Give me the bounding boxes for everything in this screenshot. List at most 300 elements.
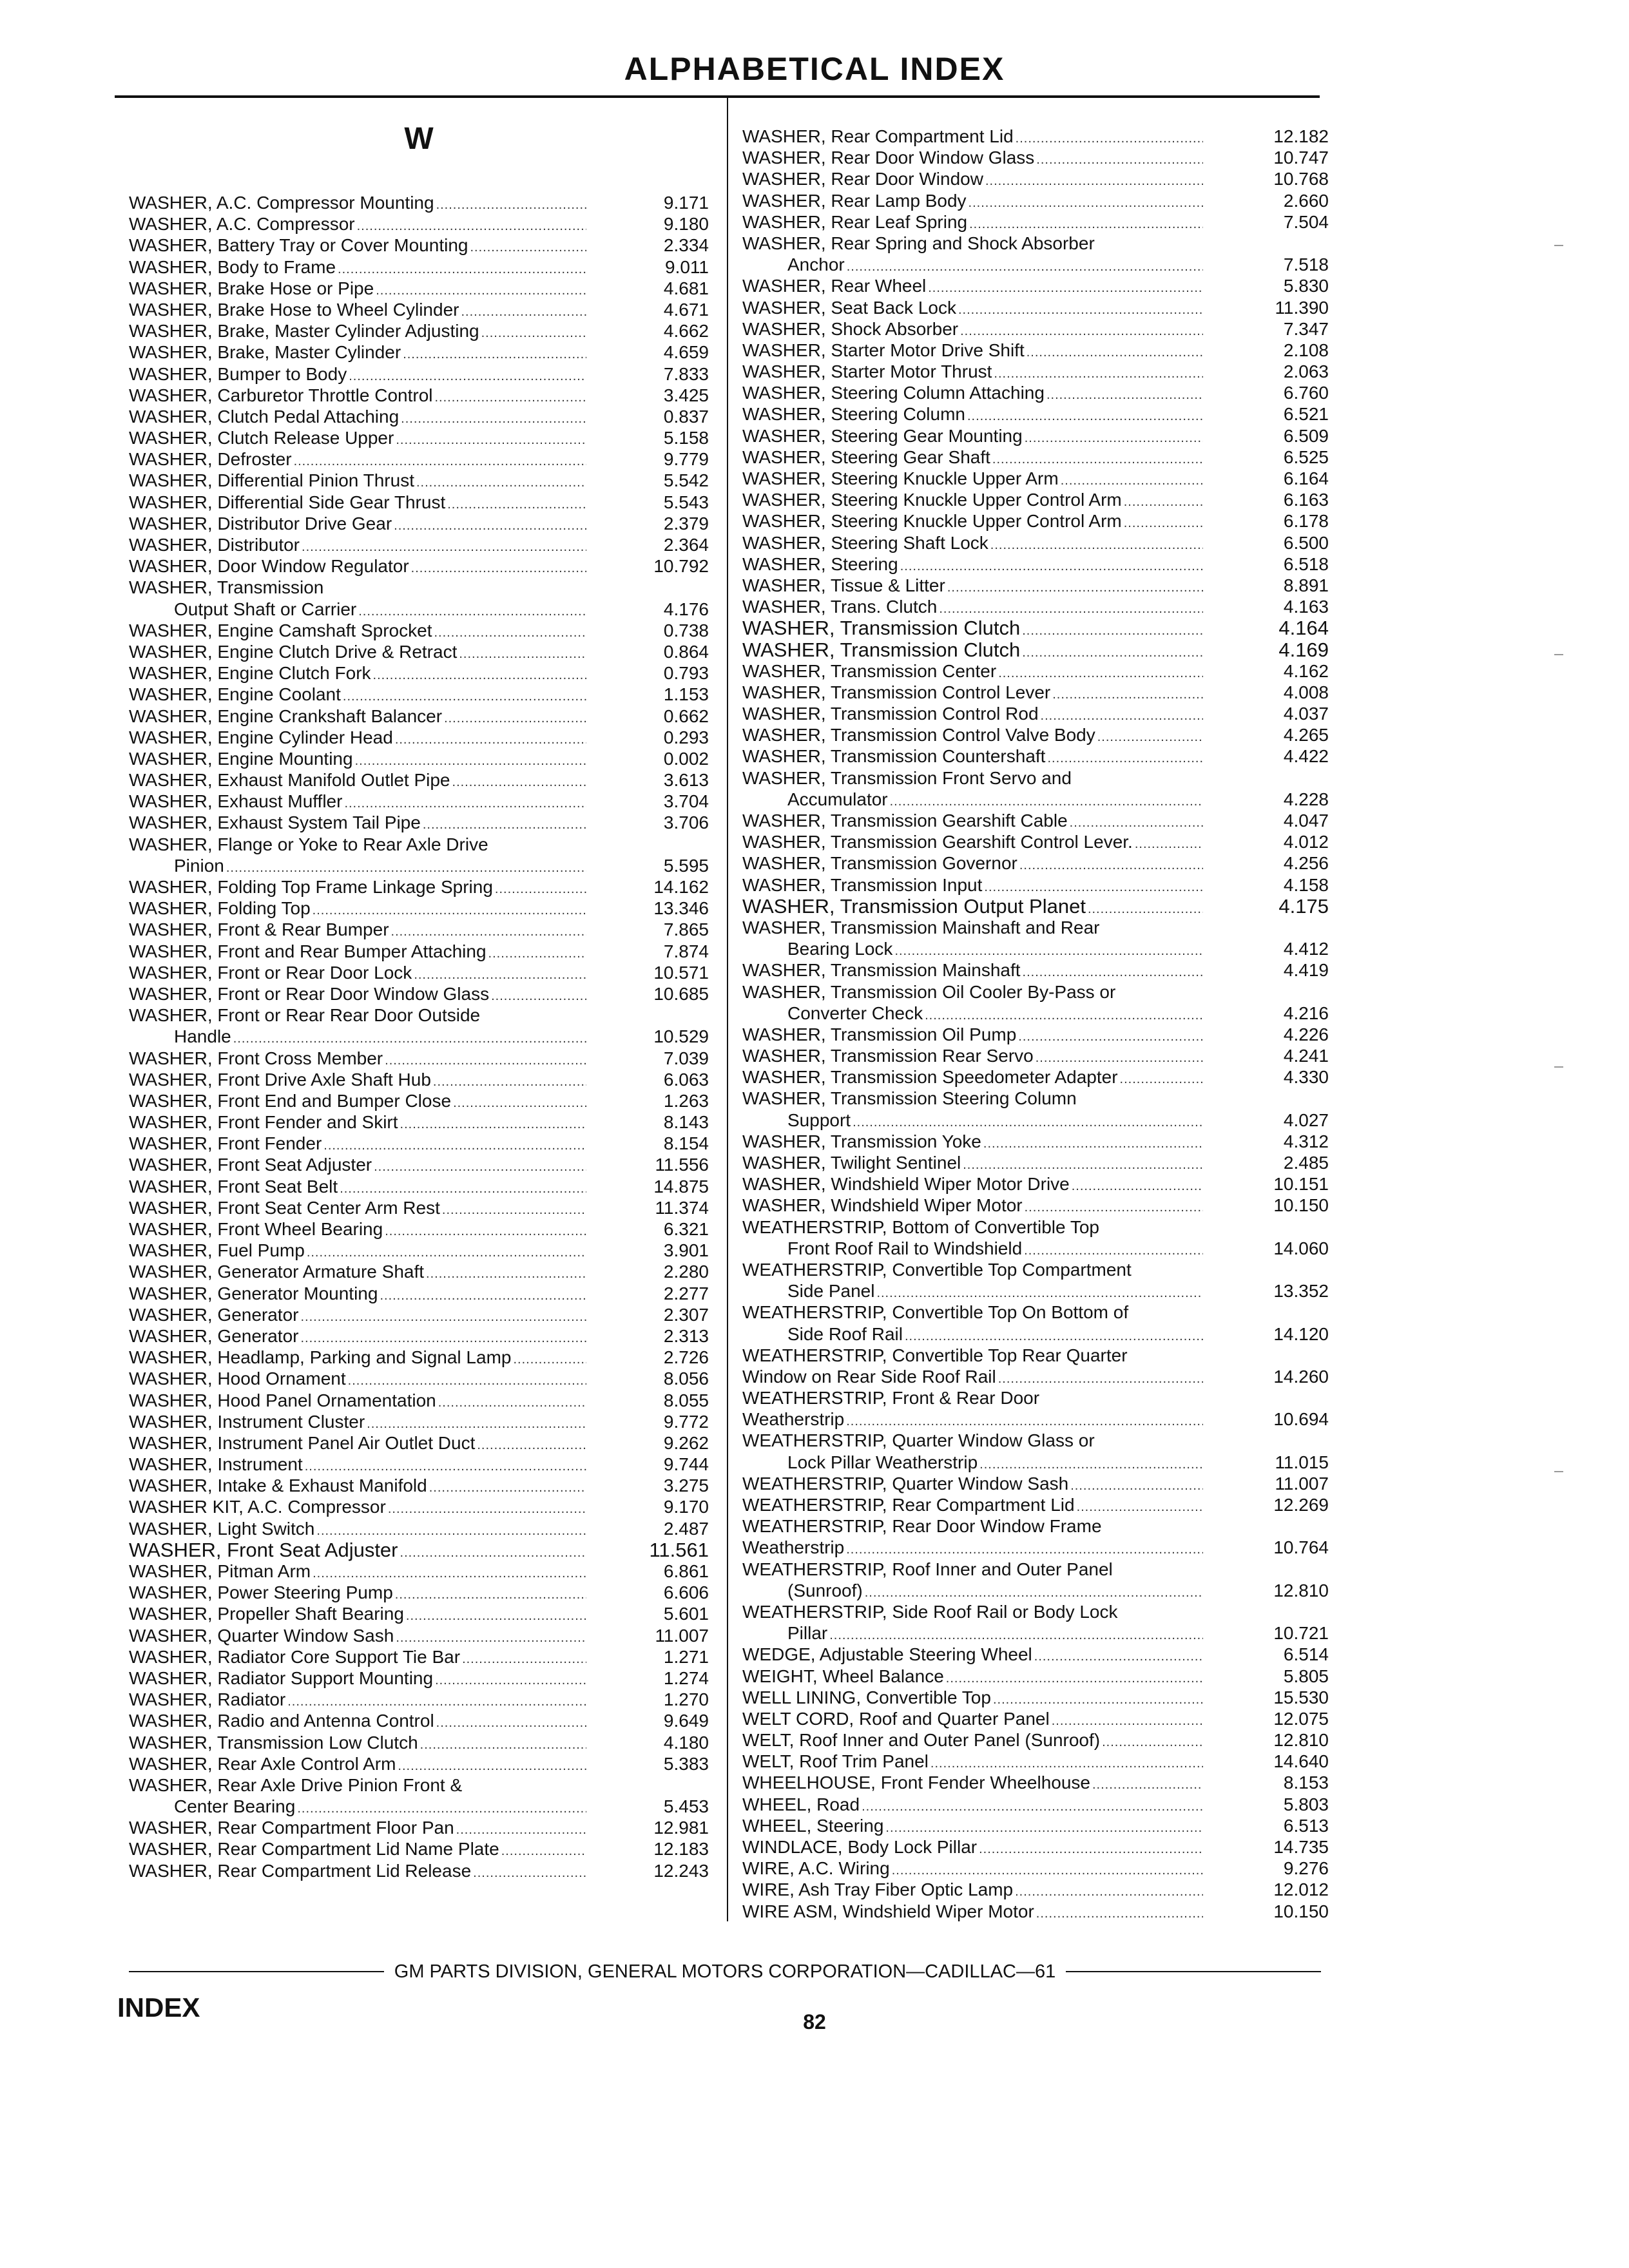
entry-name-text: WASHER, Exhaust Manifold Outlet Pipe	[129, 770, 450, 791]
index-entry	[129, 470, 709, 491]
entry-page: 8.055	[663, 1390, 709, 1410]
entry-page: 6.514	[1283, 1644, 1329, 1665]
index-entry	[742, 1387, 1329, 1408]
entry-page: 9.171	[663, 193, 709, 213]
entry-page: 10.685	[653, 983, 709, 1004]
entry-page: 14.875	[653, 1176, 709, 1196]
index-entry	[742, 1708, 1329, 1729]
entry-page: 6.521	[1283, 404, 1329, 425]
entry-name-text: WASHER, Front End and Bumper Close	[129, 1090, 452, 1111]
entry-name	[742, 447, 1203, 468]
entry-page: 6.321	[663, 1219, 709, 1239]
index-entry	[129, 1176, 709, 1197]
entry-name	[129, 213, 586, 235]
entry-name-text: WINDLACE, Body Lock Pillar	[742, 1837, 978, 1857]
entry-page: 2.280	[663, 1262, 709, 1282]
entry-name	[742, 874, 1203, 896]
entry-name	[742, 1302, 1203, 1323]
index-entry	[129, 1667, 709, 1689]
entry-page: 9.772	[663, 1411, 709, 1432]
index-entry	[129, 706, 709, 727]
index-entry	[129, 1069, 709, 1090]
entry-name-text: WASHER, Steering Knuckle Upper Control Arm	[742, 511, 1122, 532]
entry-page: 13.346	[653, 898, 709, 919]
entry-name	[129, 1539, 586, 1561]
entry-name	[129, 1518, 586, 1539]
entry-page: 9.180	[663, 214, 709, 235]
entry-name	[129, 962, 586, 983]
index-entry	[742, 233, 1329, 254]
entry-page: 4.422	[1283, 746, 1329, 767]
entry-name	[129, 919, 586, 940]
entry-name	[742, 1387, 1203, 1408]
entry-name	[129, 1796, 586, 1817]
entry-name-text: WHEEL, Road	[742, 1794, 860, 1814]
entry-page: 7.865	[663, 919, 709, 940]
index-entry	[129, 1646, 709, 1667]
entry-page: 7.347	[1283, 318, 1329, 339]
entry-page: 5.542	[663, 470, 709, 491]
entry-name	[129, 1133, 586, 1154]
page-title: ALPHABETICAL INDEX	[624, 51, 1005, 87]
index-entry	[129, 1496, 709, 1517]
index-entry	[742, 639, 1329, 660]
entry-name-text: WASHER, Differential Side Gear Thrust	[129, 492, 446, 512]
entry-name	[129, 1860, 586, 1881]
index-entry	[129, 684, 709, 705]
entry-name-text: WASHER, Transmission Front Servo and	[742, 767, 1072, 788]
entry-page: 10.150	[1273, 1901, 1329, 1921]
index-entry	[129, 791, 709, 812]
entry-name-text: WASHER, Radiator Support Mounting	[129, 1667, 434, 1688]
entry-name-text: Lock Pillar Weatherstrip	[787, 1452, 978, 1472]
entry-page: 8.143	[663, 1112, 709, 1133]
entry-name-text: WASHER, Door Window Regulator	[129, 556, 409, 577]
index-entry	[129, 1860, 709, 1881]
index-entry	[742, 1024, 1329, 1045]
index-entry	[742, 810, 1329, 831]
entry-name-text: WASHER, Exhaust System Tail Pipe	[129, 812, 421, 833]
index-entry	[742, 1173, 1329, 1195]
entry-name-text: WASHER, Starter Motor Drive Shift	[742, 340, 1025, 360]
entry-page: 12.012	[1273, 1879, 1329, 1900]
entry-name-text: WASHER, Rear Compartment Lid Release	[129, 1860, 472, 1881]
entry-page: 4.158	[1283, 874, 1329, 895]
entry-name-text: Converter Check	[787, 1003, 923, 1023]
entry-name	[742, 789, 1203, 810]
entry-name-text: Side Panel	[787, 1281, 875, 1302]
entry-name-text: WASHER, Windshield Wiper Motor	[742, 1195, 1023, 1216]
entry-name-text: WASHER, Front or Rear Door Window Glass	[129, 983, 490, 1004]
entry-name	[742, 190, 1203, 211]
entry-page: 10.571	[653, 962, 709, 983]
index-entry	[742, 1452, 1329, 1473]
index-entry	[742, 1901, 1329, 1922]
entry-page: 0.864	[663, 641, 709, 662]
entry-name	[742, 1708, 1203, 1729]
entry-page: 6.063	[663, 1069, 709, 1090]
index-entry	[742, 403, 1329, 425]
index-entry	[129, 192, 709, 213]
entry-name-text: WASHER, Generator Mounting	[129, 1283, 378, 1303]
entry-page: 11.007	[655, 1625, 709, 1646]
index-entry	[742, 1473, 1329, 1494]
entry-name-text: WASHER, Rear Axle Drive Pinion Front &	[129, 1774, 463, 1795]
entry-page: 2.379	[663, 513, 709, 533]
entry-name	[129, 577, 586, 598]
entry-name-text: WASHER, Instrument Panel Air Outlet Duct	[129, 1432, 476, 1453]
entry-name-text: WASHER, Radiator	[129, 1689, 286, 1710]
entry-name-text: WASHER, Steering Gear Mounting	[742, 425, 1023, 446]
entry-name-text: WASHER, Engine Cylinder Head	[129, 727, 393, 747]
entry-name-text: WASHER, Front or Rear Door Lock	[129, 962, 412, 983]
index-entry	[742, 1858, 1329, 1879]
entry-page: 4.659	[663, 342, 709, 363]
entry-name-text: WASHER, Engine Camshaft Sprocket	[129, 620, 432, 640]
index-entry	[129, 1026, 709, 1047]
entry-name-text: WASHER, Folding Top	[129, 898, 311, 919]
entry-name-text: WASHER, Front & Rear Bumper	[129, 919, 389, 940]
entry-name	[129, 1817, 586, 1838]
index-entry	[742, 1302, 1329, 1323]
entry-page: 4.662	[663, 321, 709, 341]
index-entry	[742, 1345, 1329, 1366]
entry-name	[742, 1131, 1203, 1152]
index-entry	[129, 727, 709, 748]
index-entry	[742, 1794, 1329, 1815]
entry-page: 7.504	[1283, 211, 1329, 232]
index-entry	[742, 1537, 1329, 1558]
index-entry	[129, 641, 709, 662]
entry-name	[742, 1452, 1203, 1473]
entry-name	[742, 1066, 1203, 1088]
section-letter: W	[404, 122, 434, 156]
entry-name	[742, 1216, 1203, 1238]
entry-name	[742, 896, 1203, 917]
entry-name	[742, 1110, 1203, 1131]
entry-name-text: WASHER, Transmission Speedometer Adapter	[742, 1067, 1118, 1088]
entry-name	[129, 983, 586, 1004]
entry-name	[129, 1411, 586, 1432]
entry-name	[742, 981, 1203, 1003]
entry-page: 10.764	[1273, 1537, 1329, 1558]
entry-name	[129, 555, 586, 577]
entry-page: 2.313	[663, 1325, 709, 1346]
entry-name	[129, 235, 586, 256]
entry-page: 9.744	[663, 1454, 709, 1475]
entry-page: 4.228	[1283, 789, 1329, 809]
index-entry	[129, 1582, 709, 1603]
entry-name	[742, 403, 1203, 425]
index-entry	[129, 1004, 709, 1026]
entry-page: 5.158	[663, 428, 709, 448]
entry-name-text: WASHER, Engine Clutch Fork	[129, 663, 371, 684]
entry-page: 8.891	[1283, 575, 1329, 595]
entry-name	[742, 233, 1203, 254]
entry-name	[129, 1004, 586, 1026]
entry-page: 2.277	[663, 1283, 709, 1303]
index-entry	[742, 1666, 1329, 1687]
entry-name	[742, 1323, 1203, 1345]
entry-page: 4.265	[1283, 725, 1329, 745]
index-entry	[129, 513, 709, 534]
footer-line	[129, 1959, 1321, 1984]
entry-name	[129, 641, 586, 662]
index-entry	[742, 938, 1329, 959]
index-entry	[742, 1408, 1329, 1430]
index-entry	[742, 361, 1329, 382]
entry-page: 10.151	[1273, 1174, 1329, 1195]
entry-page: 12.183	[653, 1839, 709, 1860]
entry-page: 1.274	[663, 1667, 709, 1688]
entry-name-text: WASHER, Transmission Gearshift Cable	[742, 811, 1068, 831]
entry-name	[742, 1901, 1203, 1922]
index-entry	[129, 1133, 709, 1154]
entry-name	[742, 682, 1203, 703]
entry-name-text: WASHER, Radiator Core Support Tie Bar	[129, 1646, 461, 1667]
entry-page: 10.694	[1273, 1409, 1329, 1430]
entry-name-text: WASHER, Headlamp, Parking and Signal Lamp	[129, 1347, 512, 1368]
entry-name-text: WELT, Roof Trim Panel	[742, 1751, 929, 1772]
index-entry	[129, 662, 709, 684]
entry-page: 7.833	[663, 363, 709, 384]
entry-page: 4.027	[1283, 1110, 1329, 1130]
index-entry	[742, 1494, 1329, 1515]
entry-page: 4.169	[1278, 638, 1329, 661]
index-entry	[742, 1066, 1329, 1088]
entry-name	[129, 278, 586, 299]
entry-name	[129, 1347, 586, 1368]
entry-page: 14.120	[1273, 1323, 1329, 1344]
entry-name-text: Weatherstrip	[742, 1409, 845, 1430]
entry-page: 0.002	[663, 748, 709, 769]
entry-name-text: WEATHERSTRIP, Quarter Window Glass or	[742, 1430, 1095, 1451]
entry-page: 7.874	[663, 941, 709, 961]
entry-name-text: WASHER, Steering Shaft Lock	[742, 532, 988, 553]
entry-name	[742, 745, 1203, 767]
entry-name	[742, 275, 1203, 296]
entry-page: 9.262	[663, 1432, 709, 1453]
entry-name	[742, 1195, 1203, 1216]
entry-page: 2.108	[1283, 340, 1329, 360]
entry-name	[129, 427, 586, 448]
entry-page: 4.163	[1283, 597, 1329, 617]
index-entry	[129, 1454, 709, 1475]
entry-name	[742, 917, 1203, 938]
index-entry	[742, 789, 1329, 810]
entry-page: 7.039	[663, 1048, 709, 1068]
entry-name	[742, 1729, 1203, 1751]
entry-page: 8.153	[1283, 1773, 1329, 1793]
index-entry	[742, 660, 1329, 682]
index-entry	[742, 1687, 1329, 1708]
index-entry	[129, 876, 709, 898]
entry-name	[742, 1644, 1203, 1665]
entry-page: 11.015	[1275, 1452, 1329, 1472]
entry-page: 4.176	[663, 599, 709, 619]
index-entry	[129, 213, 709, 235]
entry-name-text: WEATHERSTRIP, Quarter Window Sash	[742, 1473, 1069, 1494]
index-entry	[129, 534, 709, 555]
index-entry	[742, 1110, 1329, 1131]
entry-page: 4.175	[1278, 894, 1329, 918]
entry-name	[129, 1261, 586, 1282]
entry-page: 12.243	[653, 1860, 709, 1881]
entry-name-text: WASHER, Rear Compartment Floor Pan	[129, 1818, 454, 1838]
index-entry	[129, 278, 709, 299]
index-entry	[129, 492, 709, 513]
entry-page: 4.162	[1283, 660, 1329, 681]
entry-page: 10.747	[1273, 148, 1329, 168]
entry-page: 0.293	[663, 727, 709, 747]
entry-name	[129, 1582, 586, 1603]
entry-page: 0.662	[663, 706, 709, 726]
entry-name-text: WASHER, Steering Knuckle Upper Control Arm	[742, 490, 1122, 510]
entry-name	[129, 1454, 586, 1475]
index-entry	[129, 1261, 709, 1282]
entry-name-text: WASHER, Instrument	[129, 1454, 303, 1475]
entry-name	[129, 1176, 586, 1197]
entry-name-text: WASHER, Rear Door Window	[742, 169, 983, 189]
entry-name	[742, 1537, 1203, 1558]
entry-page: 5.453	[663, 1796, 709, 1817]
index-entry	[129, 363, 709, 385]
entry-name	[129, 1283, 586, 1304]
entry-name-text: WASHER, Engine Crankshaft Balancer	[129, 706, 443, 726]
entry-name	[742, 126, 1203, 147]
entry-name-text: Accumulator	[787, 789, 888, 809]
entry-name-text: WEATHERSTRIP, Rear Compartment Lid	[742, 1495, 1075, 1515]
entry-name	[742, 703, 1203, 724]
entry-name-text: WASHER, Transmission Input	[742, 874, 983, 895]
entry-name-text: WASHER, Brake, Master Cylinder Adjusting	[129, 321, 479, 341]
index-entry	[742, 1088, 1329, 1109]
index-entry	[742, 1280, 1329, 1302]
entry-page: 4.419	[1283, 960, 1329, 981]
entry-name-text: WASHER, Brake Hose or Pipe	[129, 278, 374, 298]
index-entry	[742, 617, 1329, 639]
index-entry	[742, 1622, 1329, 1644]
entry-page: 8.056	[663, 1369, 709, 1389]
index-entry	[742, 745, 1329, 767]
entry-name-text: WASHER, Steering Knuckle Upper Arm	[742, 468, 1059, 488]
entry-name-text: WASHER, Tissue & Litter	[742, 575, 945, 595]
entry-name-text: WASHER, Rear Lamp Body	[742, 190, 967, 211]
entry-name-text: WASHER, Transmission Clutch	[742, 638, 1021, 661]
entry-name-text: WEATHERSTRIP, Roof Inner and Outer Panel	[742, 1559, 1113, 1579]
index-entry	[129, 1304, 709, 1325]
entry-name	[742, 340, 1203, 361]
entry-page: 13.352	[1273, 1281, 1329, 1302]
entry-page: 14.735	[1273, 1837, 1329, 1857]
index-entry	[742, 1152, 1329, 1173]
entry-name	[129, 299, 586, 320]
index-entry	[129, 1411, 709, 1432]
entry-page: 1.271	[663, 1646, 709, 1667]
entry-name	[129, 1026, 586, 1047]
index-entry	[129, 1218, 709, 1240]
entry-name	[742, 1280, 1203, 1302]
entry-name	[742, 489, 1203, 510]
entry-page: 4.671	[663, 299, 709, 320]
entry-name	[742, 1751, 1203, 1772]
index-section-label: INDEX	[117, 1992, 200, 2023]
entry-name	[742, 810, 1203, 831]
entry-name-text: Support	[787, 1110, 851, 1130]
index-entry	[742, 190, 1329, 211]
entry-page: 5.601	[663, 1604, 709, 1624]
entry-page: 1.153	[663, 684, 709, 705]
index-entry	[742, 896, 1329, 917]
entry-name	[129, 192, 586, 213]
entry-page: 4.412	[1283, 939, 1329, 959]
entry-page: 3.901	[663, 1240, 709, 1261]
entry-name-text: WASHER, Defroster	[129, 449, 292, 470]
entry-name	[129, 1774, 586, 1796]
entry-name	[742, 938, 1203, 959]
entry-name-text: Anchor	[787, 255, 845, 275]
entry-page: 5.383	[663, 1753, 709, 1774]
entry-name-text: WASHER, Seat Back Lock	[742, 297, 956, 318]
entry-name-text: WASHER, Transmission Mainshaft	[742, 960, 1021, 981]
entry-page: 6.606	[663, 1582, 709, 1603]
entry-page: 5.803	[1283, 1794, 1329, 1814]
entry-page: 2.485	[1283, 1153, 1329, 1173]
entry-name	[742, 1430, 1203, 1451]
entry-page: 7.518	[1283, 255, 1329, 275]
entry-name-text: Bearing Lock	[787, 939, 893, 959]
index-entry	[742, 340, 1329, 361]
entry-name	[742, 553, 1203, 575]
entry-name	[129, 1646, 586, 1667]
entry-name	[129, 341, 586, 363]
index-entry	[742, 447, 1329, 468]
entry-page: 4.226	[1283, 1024, 1329, 1044]
entry-page: 14.260	[1273, 1366, 1329, 1387]
entry-name-text: WASHER, Transmission Rear Servo	[742, 1046, 1034, 1066]
entry-name-text: WASHER, Clutch Release Upper	[129, 428, 394, 448]
margin-mark	[1554, 1471, 1563, 1472]
entry-name	[129, 470, 586, 491]
entry-name-text: WHEELHOUSE, Front Fender Wheelhouse	[742, 1773, 1090, 1793]
index-entry	[129, 1796, 709, 1817]
index-entry	[129, 1625, 709, 1646]
entry-name	[742, 168, 1203, 189]
entry-name-text: WASHER, Distributor Drive Gear	[129, 513, 392, 533]
entry-name-text: WASHER, Transmission Control Valve Body	[742, 725, 1095, 745]
entry-name-text: WASHER, Light Switch	[129, 1518, 315, 1539]
index-entry	[742, 382, 1329, 403]
entry-name	[742, 382, 1203, 403]
entry-name	[742, 1366, 1203, 1387]
entry-name-text: WASHER, Flange or Yoke to Rear Axle Drive	[129, 834, 488, 854]
entry-page: 12.981	[653, 1818, 709, 1838]
entry-page: 9.276	[1283, 1858, 1329, 1879]
entry-page: 10.768	[1273, 169, 1329, 189]
entry-name	[742, 1687, 1203, 1708]
index-entry	[742, 1559, 1329, 1580]
entry-name	[742, 211, 1203, 233]
index-entry	[742, 852, 1329, 874]
entry-page: 6.509	[1283, 425, 1329, 446]
entry-name-text: WASHER, Transmission Oil Pump	[742, 1024, 1017, 1044]
entry-page: 4.047	[1283, 811, 1329, 831]
entry-name-text: Center Bearing	[174, 1796, 296, 1817]
entry-name	[129, 320, 586, 341]
margin-mark	[1554, 245, 1563, 246]
entry-name-text: WASHER, Transmission Mainshaft and Rear	[742, 917, 1100, 937]
entry-name-text: WASHER, Transmission Oil Cooler By-Pass or	[742, 981, 1116, 1002]
